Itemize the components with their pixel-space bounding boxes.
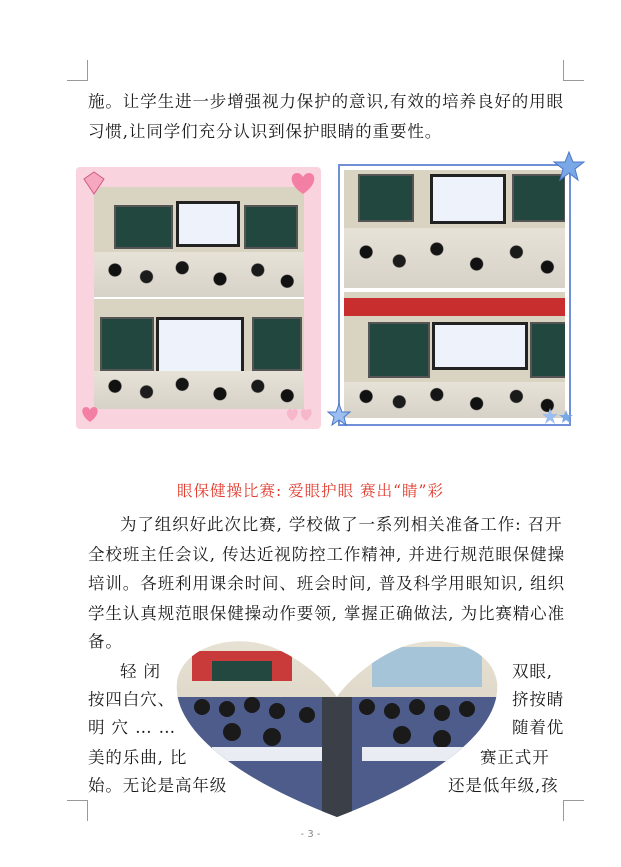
heart-icon <box>286 169 320 197</box>
wrap-right-2: 挤按睛 <box>512 690 565 709</box>
classroom-photo-3 <box>344 170 565 288</box>
paragraph-line-5: 备。 <box>88 632 123 651</box>
paragraph-line-3: 培训。各班利用课余时间、班会时间, 普及科学用眼知识, 组织 <box>88 574 565 593</box>
crop-mark-bottom-right <box>563 800 584 821</box>
classroom-photo-2 <box>94 299 304 409</box>
star-icon <box>552 150 586 182</box>
wrap-left-5: 始。无论是高年级 <box>88 776 228 795</box>
section-title: 眼保健操比赛: 爱眼护眼 赛出“睛”彩 <box>177 482 444 500</box>
star-small-icon <box>326 402 352 428</box>
wrap-right-4: 赛正式开 <box>480 748 550 767</box>
wrap-left-3: 明 穴 … … <box>88 718 177 737</box>
paragraph-line-1: 为了组织好此次比赛, 学校做了一系列相关准备工作: 召开 <box>120 515 563 534</box>
wrap-left-2: 按四白穴、 <box>88 690 175 709</box>
wrap-left-1: 轻 闭 <box>120 662 161 681</box>
photo-frame-right <box>338 164 571 426</box>
wrap-right-5: 还是低年级,孩 <box>448 776 559 795</box>
intro-line-1: 施。让学生进一步增强视力保护的意识,有效的培养良好的用眼 <box>88 92 564 111</box>
intro-line-2: 习惯,让同学们充分认识到保护眼睛的重要性。 <box>88 122 443 141</box>
diamond-icon <box>80 169 108 197</box>
crop-mark-bottom-left <box>67 800 88 821</box>
photo-frame-left <box>76 167 321 429</box>
paragraph-line-4: 学生认真规范眼保健操动作要领, 掌握正确做法, 为比赛精心准 <box>88 604 565 623</box>
photo-frame-left-inner <box>94 187 304 409</box>
wrap-right-1: 双眼, <box>512 662 553 681</box>
classroom-photo-4 <box>344 292 565 418</box>
stars-decoration-icon <box>540 406 574 428</box>
hearts-decoration-icon <box>284 405 318 425</box>
crop-mark-top-right <box>563 60 584 81</box>
wrap-right-3: 随着优 <box>512 718 565 737</box>
classroom-photo-1 <box>94 187 304 297</box>
wrap-left-4: 美的乐曲, 比 <box>88 748 188 767</box>
page-number: - 3 - <box>300 829 321 840</box>
heart-small-icon <box>78 403 102 425</box>
paragraph-line-2: 全校班主任会议, 传达近视防控工作精神, 并进行规范眼保健操 <box>88 545 565 564</box>
crop-mark-top-left <box>67 60 88 81</box>
